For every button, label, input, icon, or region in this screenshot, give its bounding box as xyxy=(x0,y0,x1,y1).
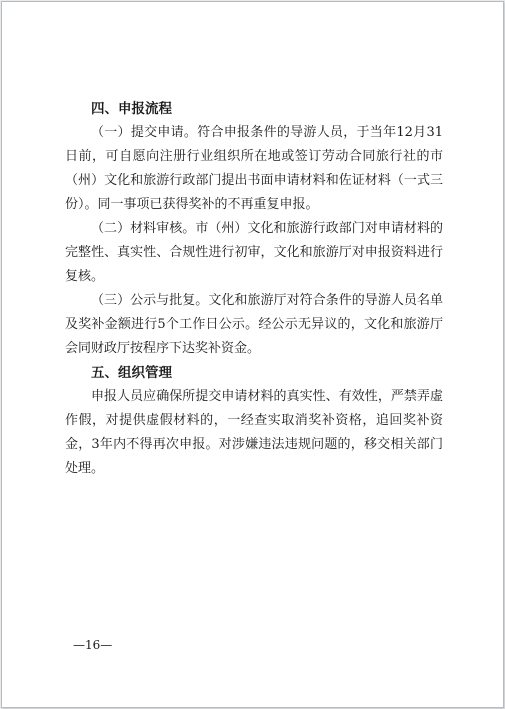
item-3-lead: （三）公示与批复。 xyxy=(91,293,209,308)
section-4-item-2 xyxy=(65,217,443,289)
item-3-text: 文化和旅游厅对符合条件的导游人员名单及奖补金额进行5个工作日公示。经公示无异议的，文化和旅游厅会同财政厅按程序下达奖补资金。 xyxy=(65,293,443,356)
section-4-heading: 四、申报流程 xyxy=(91,101,172,117)
page-number: —16— xyxy=(73,638,113,652)
section-5-text: 申报人员应确保所提交申请材料的真实性、有效性，严禁弄虚作假，对提供虚假材料的，一经查实取消奖补资格，追回奖补资金，3年内不得再次申报。对涉嫌违法违规问题的，移交相关部门处理。 xyxy=(65,389,443,476)
item-1-lead: （一）提交申请。 xyxy=(91,125,198,140)
document-page xyxy=(1,1,504,708)
section-5-heading: 五、组织管理 xyxy=(91,365,172,381)
item-2-text: 市（州）文化和旅游行政部门对申请材料的完整性、真实性、合规性进行初审，文化和旅游厅对申报资料进行复核。 xyxy=(65,221,443,284)
item-2-lead: （二）材料审核。 xyxy=(91,221,196,236)
section-4-item-3 xyxy=(65,289,443,361)
section-4-item-1 xyxy=(65,121,443,217)
page-content xyxy=(65,97,443,481)
item-1-text: 符合申报条件的导游人员，于当年12月31日前，可自愿向注册行业组织所在地或签订劳动合同旅行社的市（州）文化和旅游行政部门提出书面申请材料和佐证材料（一式三份）。同一事项已获得奖补的不再重复申报。 xyxy=(65,125,443,212)
